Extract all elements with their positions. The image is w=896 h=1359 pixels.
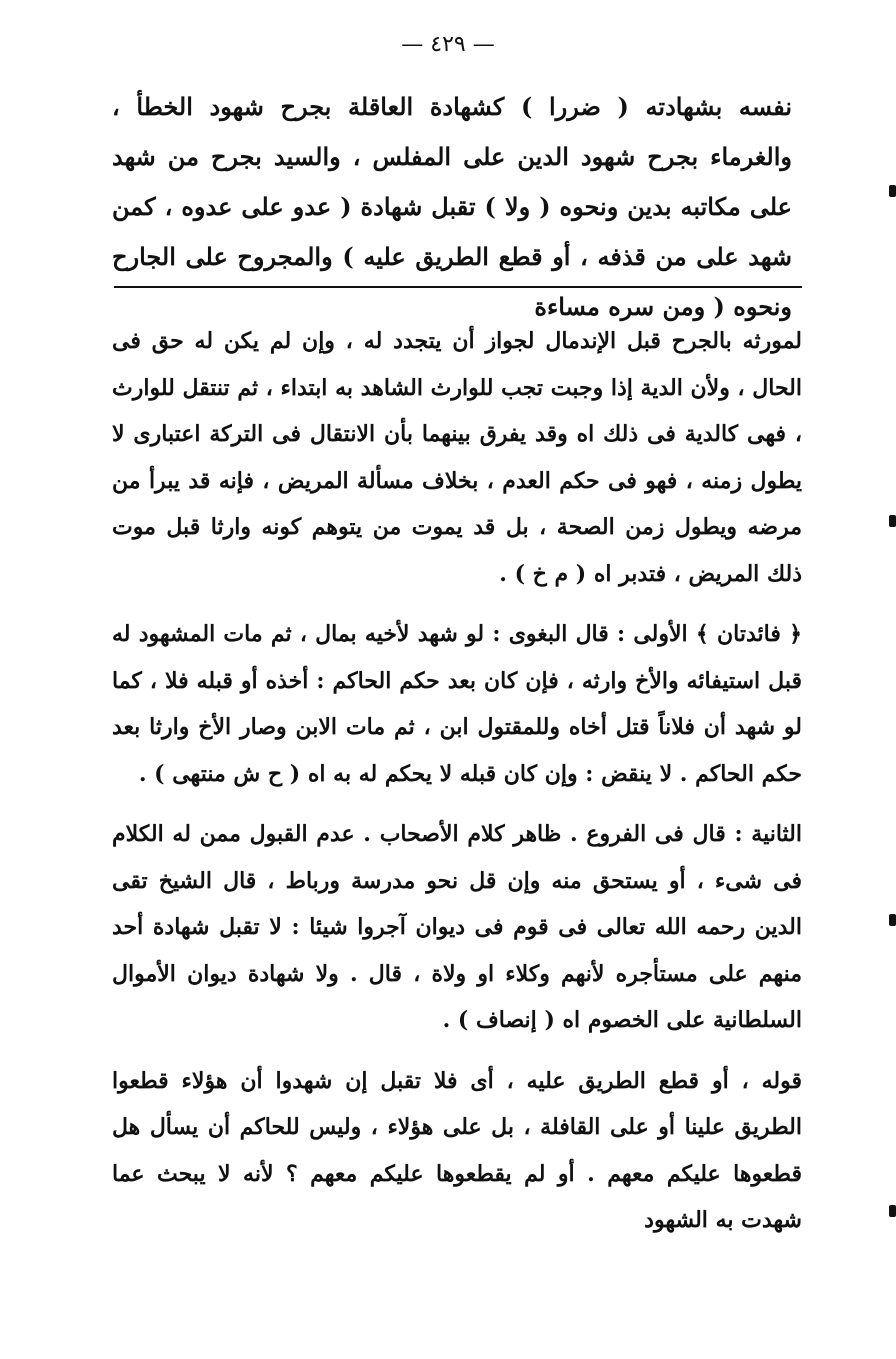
page-number: — ٤٢٩ — — [401, 32, 495, 57]
main-text-block: نفسه بشهادته ( ضررا ) كشهادة العاقلة بجرح شهود الخطأ ، والغرماء بجرح شهود الدين على المفلس ، والسيد بجرح من شهد على مكاتبه بدين ونحوه ( ولا ) تقبل شهادة ( عدو على عدوه ، كمن شهد على من قذفه ، أو قطع الطريق عليه ) والمجروح على الجارح ونحوه ( ومن سره مساءة — [112, 92, 792, 321]
commentary-paragraph: قوله ، أو قطع الطريق عليه ، أى فلا تقبل إن شهدوا أن هؤلاء قطعوا الطريق علينا أو على القافلة ، بل على هؤلاء ، وليس للحاكم أن يسأل هل قطعوها عليكم معهم . أو لم يقطعوها عليكم معهم ؟ لأنه لا يبحث عما شهدت به الشهود — [112, 1067, 802, 1233]
commentary-paragraph: ﴿ فائدتان ﴾ الأولى : قال البغوى : لو شهد لأخيه بمال ، ثم مات المشهود له قبل استيفائه والأخ وارثه ، فإن كان بعد حكم الحاكم : أخذه أو قبله فلا ، كما لو شهد أن فلاناً قتل أخاه وللمقتول ابن ، ثم مات الابن وصار الأخ وارثا بعد حكم الحاكم . لا ينقض : وإن كان قبله لا يحكم له به اه ( ح ش منتهى ) . — [112, 621, 802, 787]
commentary-paragraph: الثانية : قال فى الفروع . ظاهر كلام الأصحاب . عدم القبول ممن له الكلام فى شىء ، أو يستحق منه وإن قل نحو مدرسة ورباط ، قال الشيخ تقى الدين رحمه الله تعالى فى قوم فى ديوان آجروا شيئا : لا تقبل شهادة أحد منهم على مستأجره لأنهم وكلاء او ولاة ، قال . ولا شهادة ديوان الأموال السلطانية على الخصوم اه ( إنصاف ) . — [112, 821, 803, 1033]
margin-mark — [889, 185, 896, 197]
margin-mark — [889, 1205, 896, 1217]
margin-mark — [889, 914, 896, 926]
margin-mark — [889, 515, 896, 527]
commentary-paragraph: لمورثه بالجرح قبل الإندمال لجواز أن يتجدد له ، وإن لم يكن له حق فى الحال ، ولأن الدية إذا وجبت تجب للوارث الشاهد به ابتداء ، ثم تنتقل للوارث ، فهى كالدية فى ذلك اه وقد يفرق بينهما بأن الانتقال فى التركة اعتبارى لا يطول زمنه ، فهو فى حكم العدم ، بخلاف مسألة المريض ، فإنه قد يبرأ من مرضه ويطول زمن الصحة ، بل قد يموت من يتوهم كونه وارثا قبل موت ذلك المريض ، فتدبر اه ( م خ ) . — [112, 328, 802, 587]
commentary-block — [112, 318, 802, 1244]
footnote-separator — [114, 286, 802, 288]
